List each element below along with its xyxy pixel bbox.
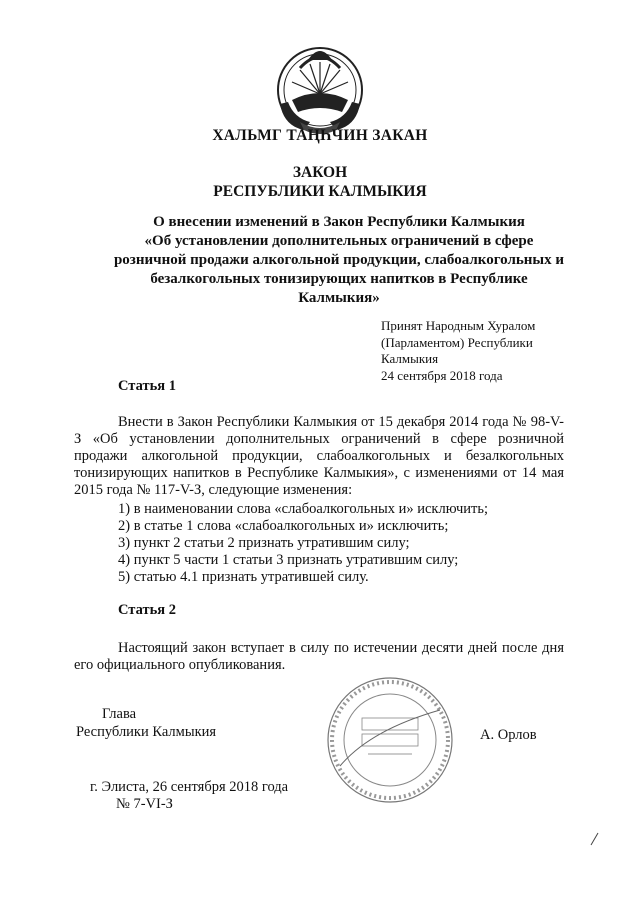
list-item: 1) в наименовании слова «слабоалкогольных и» исключить;: [118, 501, 489, 517]
list-item: 2) в статье 1 слова «слабоалкогольных и» исключить;: [118, 518, 449, 534]
list-item: 3) пункт 2 статьи 2 признать утратившим силу;: [118, 535, 410, 551]
kalmyk-law-title: ХАЛЬМГ ТАҢҺЧИН ЗАКАН: [212, 127, 428, 144]
title-line: Калмыкия»: [298, 290, 380, 306]
adoption-line: Калмыкия: [381, 351, 439, 366]
article2-paragraph: Настоящий закон вступает в силу по истечении десяти дней после дня его официального опубликования.: [74, 640, 564, 673]
signature-republic: Республики Калмыкия: [76, 724, 217, 740]
law-number: № 7-VI-З: [116, 796, 173, 812]
law-title: [100, 213, 578, 308]
article2-heading: Статья 2: [118, 602, 176, 618]
list-item: 4) пункт 5 части 1 статьи 3 признать утратившим силу;: [118, 552, 459, 568]
adoption-line: 24 сентября 2018 года: [381, 367, 503, 383]
adoption-line: (Парламентом) Республики: [381, 334, 533, 350]
title-line: О внесении изменений в Закон Республики Калмыкия: [153, 214, 525, 230]
title-line: розничной продажи алкогольной продукции, слабоалкогольных и: [113, 252, 565, 268]
adoption-line: Принят Народным Хуралом: [381, 318, 536, 333]
article1-paragraph: Внести в Закон Республики Калмыкия от 15 декабря 2014 года № 98-V-З «Об установлении дополнительных ограничений в сфере розничной продажи алкогольной продукции, слабоалкогольных и безалкогольных тонизирующих напитков в Республике Калмыкия», с изменениями от 14 мая 2015 года № 117-V-З, следующие изменения:: [74, 414, 564, 498]
signatory-name: А. Орлов: [480, 727, 537, 743]
title-line: безалкогольных тонизирующих напитков в Республике: [150, 271, 528, 287]
coat-of-arms-emblem: [270, 38, 370, 138]
signature-title: Глава: [102, 706, 137, 722]
article1-heading: Статья 1: [118, 378, 176, 394]
law-word: ЗАКОН: [292, 164, 348, 181]
place-and-date: г. Элиста, 26 сентября 2018 года: [90, 779, 289, 795]
republic-name: РЕСПУБЛИКИ КАЛМЫКИЯ: [213, 183, 427, 200]
title-line: «Об установлении дополнительных ограничений в сфере: [144, 233, 534, 249]
official-seal-stamp: [320, 670, 460, 810]
law-header: [0, 163, 640, 201]
adoption-note: [381, 318, 581, 384]
list-item: 5) статью 4.1 признать утратившей силу.: [118, 569, 369, 585]
pen-mark: [590, 832, 600, 846]
